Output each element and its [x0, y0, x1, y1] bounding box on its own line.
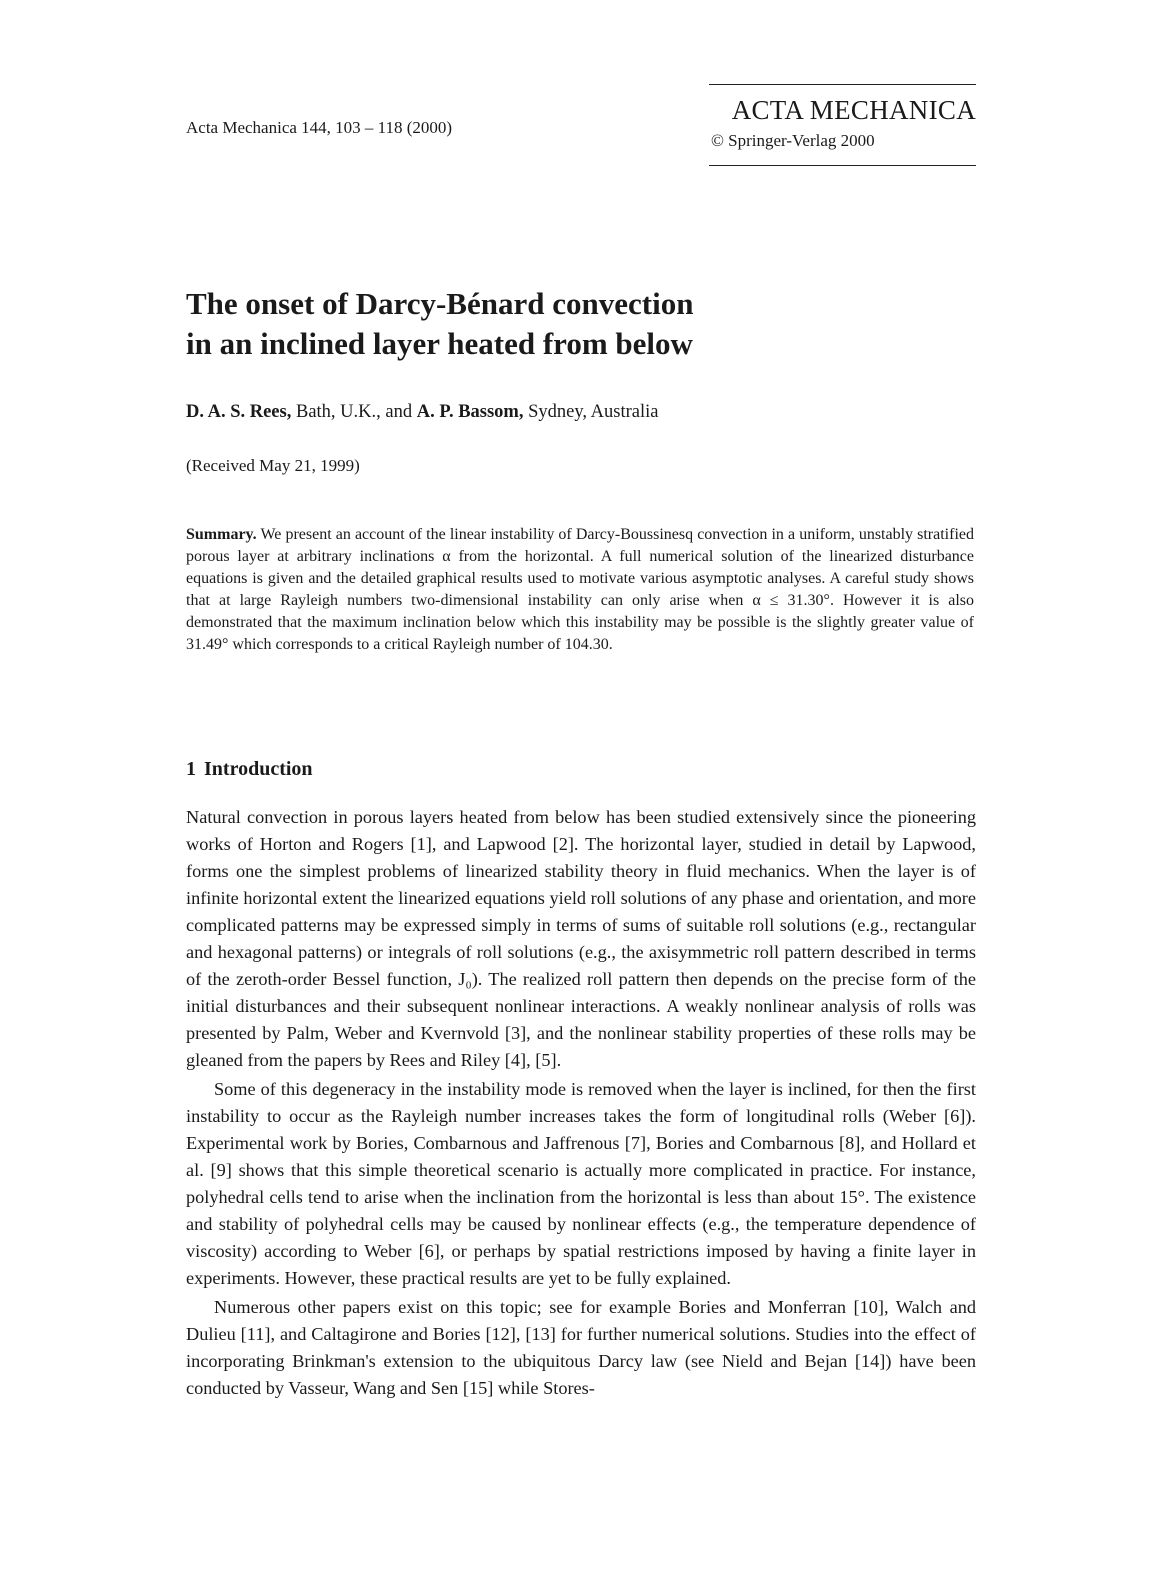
paragraph-1: Natural convection in porous layers heated from below has been studied extensively since the pioneering works of Horton and Rogers [1], and Lapwood [2]. The horizontal layer, studied in detail by Lapwood, forms one the simplest problems of linearized stability theory in fluid mechanics. When the layer is of infinite horizontal extent the linearized equations yield roll solutions of any phase and orientation, and more complicated patterns may be expressed simply in terms of sums of suitable roll solutions (e.g., rectangular and hexagonal patterns) or integrals of roll solutions (e.g., the axisymmetric roll pattern described in terms of the zeroth-order Bessel function, J₀). The realized roll pattern then depends on the precise form of the initial disturbances and their subsequent nonlinear interactions. A weakly nonlinear analysis of rolls was presented by Palm, Weber and Kvernvold [3], and the nonlinear stability properties of these rolls may be gleaned from the papers by Rees and Riley [4], [5].	[186, 807, 976, 1070]
summary-text: We present an account of the linear instability of Darcy-Boussinesq convection in a uniform, unstably stratified porous layer at arbitrary inclinations α from the horizontal. A full numerical solution of the linearized disturbance equations is given and the detailed graphical results used to motivate various asymptotic analyses. A careful study shows that at large Rayleigh numbers two-dimensional instability can only arise when α ≤ 31.30°. However it is also demonstrated that the maximum inclination below which this instability may be possible is the slightly greater value of 31.49° which corresponds to a critical Rayleigh number of 104.30.	[186, 526, 974, 653]
paragraph-2: Some of this degeneracy in the instability mode is removed when the layer is inclined, for then the first instability to occur as the Rayleigh number increases takes the form of longitudinal rolls (Weber [6]). Experimental work by Bories, Combarnous and Jaffrenous [7], Bories and Combarnous [8], and Hollard et al. [9] shows that this simple theoretical scenario is actually more complicated in practice. For instance, polyhedral cells tend to arise when the inclination from the horizontal is less than about 15°. The existence and stability of polyhedral cells may be caused by nonlinear effects (e.g., the temperature dependence of viscosity) according to Weber [6], or perhaps by spatial restrictions imposed by having a finite layer in experiments. However, these practical results are yet to be fully explained.	[186, 1079, 976, 1288]
section-heading	[186, 756, 313, 782]
received-date: (Received May 21, 1999)	[186, 456, 360, 475]
title-line-2: in an inclined layer heated from below	[186, 326, 693, 361]
journal-masthead	[709, 84, 976, 166]
introduction-body	[186, 804, 976, 1402]
journal-citation: Acta Mechanica 144, 103 – 118 (2000)	[186, 118, 453, 137]
author-line	[186, 402, 658, 423]
journal-name: ACTA MECHANICA	[731, 95, 976, 125]
author-2-affiliation: Sydney, Australia	[523, 402, 659, 422]
copyright-notice: © Springer-Verlag 2000	[711, 131, 875, 150]
paragraph-3: Numerous other papers exist on this topic; see for example Bories and Monferran [10], Walch and Dulieu [11], and Caltagirone and Bories [12], [13] for further numerical solutions. Studies into the effect of incorporating Brinkman's extension to the ubiquitous Darcy law (see Nield and Bejan [14]) have been conducted by Vasseur, Wang and Sen [15] while Stores-	[186, 1297, 976, 1398]
author-2-name: A. P. Bassom,	[416, 402, 524, 422]
summary-abstract	[186, 524, 974, 656]
article-title	[186, 284, 946, 364]
title-line-1: The onset of Darcy-Bénard convection	[186, 286, 694, 321]
summary-label: Summary.	[186, 526, 257, 543]
author-1-affiliation: Bath, U.K., and	[291, 402, 417, 422]
section-title: Introduction	[204, 758, 313, 780]
section-number: 1	[186, 758, 196, 780]
masthead-top-rule	[709, 84, 976, 85]
author-1-name: D. A. S. Rees,	[186, 402, 292, 422]
masthead-bottom-rule	[709, 165, 976, 166]
